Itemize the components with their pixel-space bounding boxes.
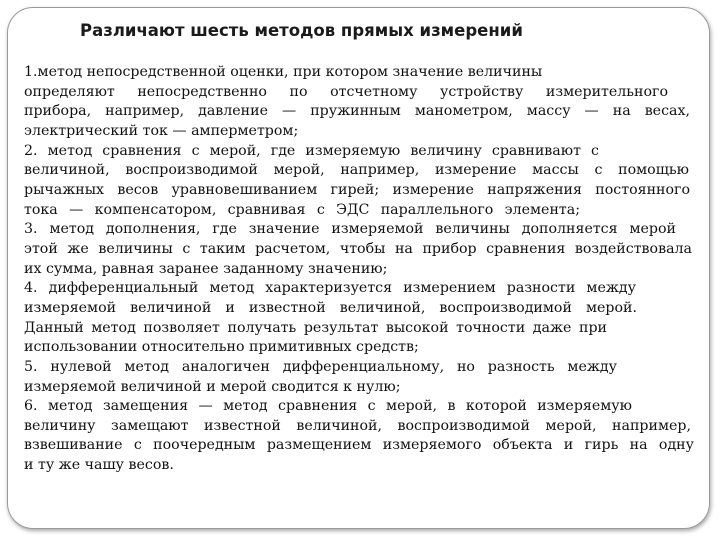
- text-line: величиной, воспроизводимой мерой, например, измерение массы с помощью: [24, 162, 689, 179]
- text-line: тока — компенсатором, сравнивая с ЭДС параллельного элемента;: [24, 201, 580, 218]
- text-line: измеряемой величиной и мерой сводится к нулю;: [24, 378, 401, 395]
- text-line: взвешивание с поочередным размещением измеряемого объекта и гирь на одну: [24, 437, 694, 454]
- text-line: прибора, например, давление — пружинным манометром, массу — на весах,: [24, 103, 690, 120]
- text-line: Данный метод позволяет получать результат высокой точности даже при: [24, 319, 607, 336]
- text-line: использовании относительно примитивных средств;: [24, 339, 419, 356]
- text-line: 4. дифференциальный метод характеризуется измерением разности между: [24, 280, 636, 297]
- text-line: их сумма, равная заранее заданному значению;: [24, 260, 388, 277]
- text-line: рычажных весов уравновешиванием гирей; измерение напряжения постоянного: [24, 181, 690, 198]
- text-line: 2. метод сравнения с мерой, где измеряемую величину сравнивают с: [24, 142, 599, 159]
- text-line: 5. нулевой метод аналогичен дифференциальному, но разность между: [24, 358, 617, 375]
- text-line: электрический ток — амперметром;: [24, 122, 299, 139]
- text-line: этой же величины с таким расчетом, чтобы на прибор сравнения воздействовала: [24, 240, 692, 257]
- text-line: 6. метод замещения — метод сравнения с мерой, в которой измеряемую: [24, 398, 632, 415]
- text-line: 1.метод непосредственной оценки, при котором значение величины: [24, 64, 543, 80]
- text-line: и ту же чашу весов.: [24, 457, 174, 474]
- methods-text-body: [24, 63, 696, 476]
- text-line: величину замещают известной величиной, воспроизводимой мерой, например,: [24, 417, 691, 434]
- text-line: измеряемой величиной и известной величиной, воспроизводимой мерой.: [24, 299, 637, 316]
- slide-title: Различают шесть методов прямых измерений: [80, 21, 523, 40]
- text-line: 3. метод дополнения, где значение измеряемой величины дополняется мерой: [24, 221, 676, 238]
- text-line: определяют непосредственно по отсчетному устройству измерительного: [24, 83, 668, 100]
